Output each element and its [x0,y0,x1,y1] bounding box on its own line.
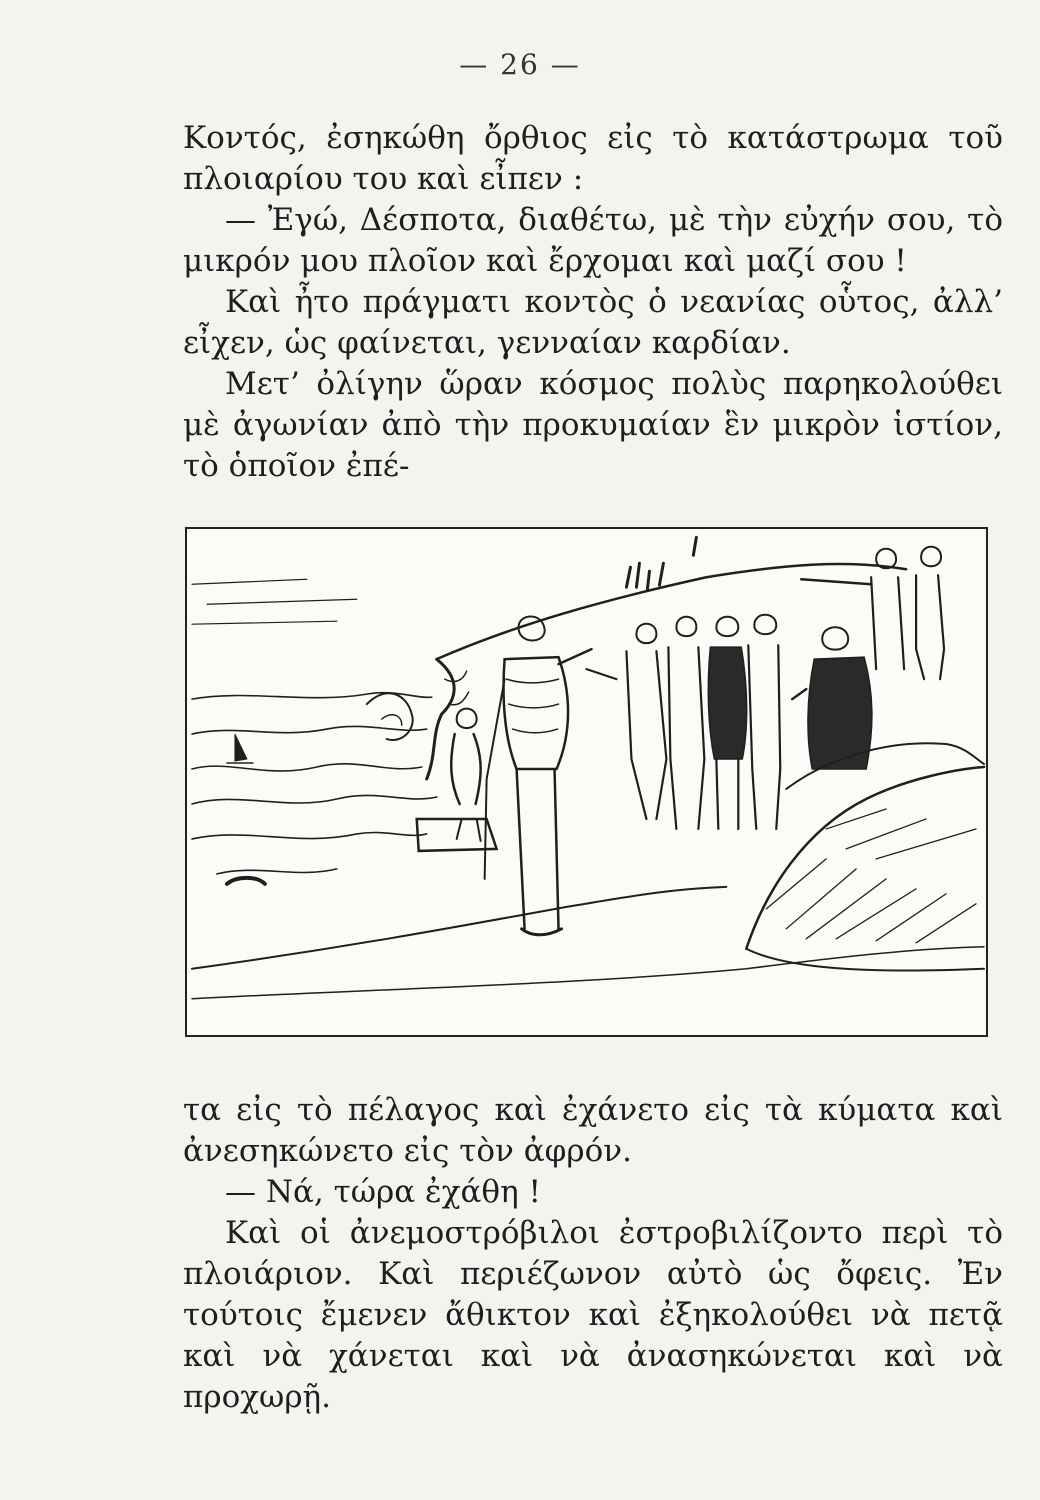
paragraph: Κοντός, ἐσηκώθη ὄρθιος εἰς τὸ κατάστρωμα τοῦ πλοιαρίου του καὶ εἶπεν : [183,120,1003,197]
illustration-drawing [187,529,986,1035]
paragraph: Καὶ οἱ ἀνεμοστρόβιλοι ἐστροβιλίζοντο περὶ τὸ πλοιάριον. Καὶ περιέζωνον αὐτὸ ὡς ὄφεις. Ἐν τούτοις ἔμενεν ἄθικτον καὶ ἐξηκολούθει νὰ πετᾷ καὶ νὰ χάνεται καὶ νὰ ἀνασηκώνεται καὶ νὰ προχωρῇ. [183,1215,1003,1415]
paragraph: Καὶ ἦτο πράγματι κοντὸς ὁ νεανίας οὗτος, ἀλλ’ εἶχεν, ὡς φαίνεται, γενναίαν καρδίαν. [183,284,1003,361]
page-number: — 26 — [459,48,581,81]
paragraph: τα εἰς τὸ πέλαγος καὶ ἐχάνετο εἰς τὰ κύματα καὶ ἀνεσηκώνετο εἰς τὸν ἀφρόν. [183,1092,1003,1169]
text-block-bottom [183,1090,1003,1418]
illustration-crowd-on-quay [185,527,988,1037]
paragraph: — Νά, τώρα ἐχάθη ! [225,1174,541,1210]
paragraph: Μετ’ ὀλίγην ὥραν κόσμος πολὺς παρηκολούθει μὲ ἀγωνίαν ἀπὸ τὴν προκυμαίαν ἓν μικρὸν ἱστίον, τὸ ὁποῖον ἐπέ- [183,366,1003,484]
paragraph: — Ἐγώ, Δέσποτα, διαθέτω, μὲ τὴν εὐχήν σου, τὸ μικρόν μου πλοῖον καὶ ἔρχομαι καὶ μαζί σου ! [183,202,1003,279]
text-block-top [183,118,1003,487]
